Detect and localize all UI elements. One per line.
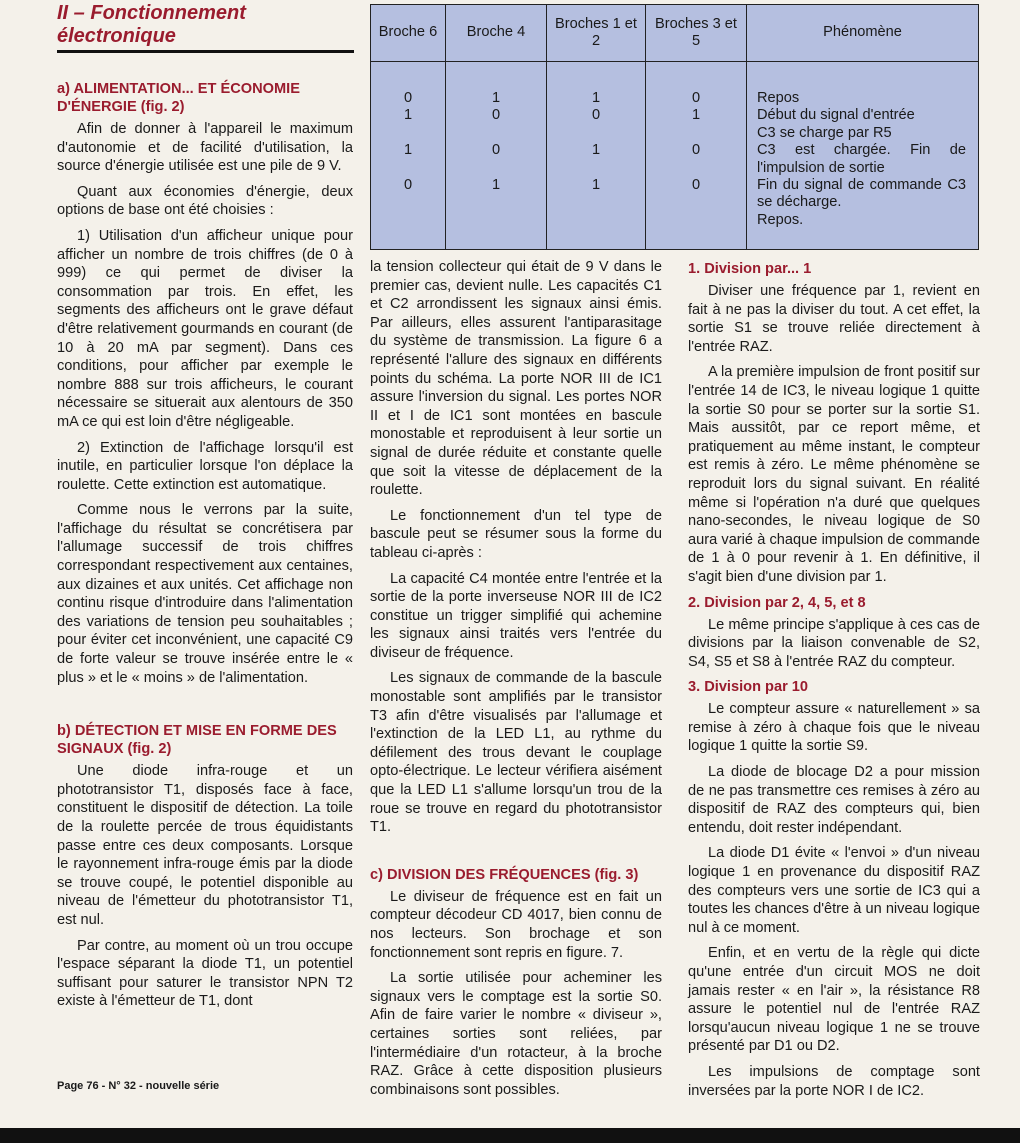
- bottom-edge: [0, 1128, 1020, 1143]
- paragraph: Comme nous le verrons par la suite, l'affichage du résultat se concrétisera par l'allumage successif de trois chiffres correspondant respectivement aux centaines, aux dizaines et aux unités. Cet affichage non continu risque d'introduire dans l'alimentation des variations de tension peu souhaitables ; pour éviter cet inconvénient, une capacité C9 de forte valeur se trouve insérée entre le « plus » et le « moins » de l'alimentation.: [57, 502, 353, 686]
- paragraph: La diode D1 évite « l'envoi » d'un niveau logique 1 en provenance du dispositif RAZ des compteurs vers une sortie de IC3 qui a toutes les chances d'être à un niveau logique nul à ce moment.: [688, 845, 980, 936]
- paragraph: Afin de donner à l'appareil le maximum d'autonomie et de facilité d'utilisation, la source d'énergie utilisée est une pile de 9 V.: [57, 121, 353, 175]
- paragraph: A la première impulsion de front positif sur l'entrée 14 de IC3, le niveau logique 1 quitte la sortie S0 pour se porter sur la sortie S1. Mais aussitôt, par ce report même, et pratiquement au même instant, le compteur est remis à zéro. Le même phénomène se reproduit lors du signal suivant. En réalité même si l'opération n'a duré que quelques nano-secondes, le niveau logique de S0 aura varié à chaque impulsion de commande de 1 à 0 pour revenir à 1. En définitive, il s'agit bien d'une division par 1.: [688, 364, 980, 585]
- right-column: [688, 260, 980, 1107]
- paragraph: Le même principe s'applique à ces cas de divisions par la liaison convenable de S2, S4, S5 et S8 à l'entrée RAZ du compteur.: [688, 616, 980, 670]
- paragraph: Par contre, au moment où un trou occupe l'espace séparant la diode T1, un potentiel suffisant pour saturer le transistor NPN T2 existe à l'émetteur de T1, dont: [57, 937, 353, 1010]
- paragraph: Diviser une fréquence par 1, revient en fait à ne pas la diviser du tout. A cet effet, la sortie S1 se trouve reliée directement à l'entrée RAZ.: [688, 283, 980, 355]
- paragraph: Le compteur assure « naturellement » sa remise à zéro à chaque fois que le niveau logique 1 quitte la sortie S9.: [688, 701, 980, 755]
- section-title: II – Fonctionnement électronique: [57, 2, 246, 47]
- paragraph: 1) Utilisation d'un afficheur unique pour afficher un nombre de trois chiffres (de 0 à 999) ce qui permet de diviser la consommation par trois. En effet, les segments des afficheurs ont le grave défaut d'être relativement gourmands en courant (de 10 à 20 mA par segment). Dans ces conditions, pour afficher par exemple le nombre 888 sur trois afficheurs, le courant nécessaire se situerait aux alentours de 350 mA ce qui est loin d'être négligeable.: [57, 227, 353, 430]
- paragraph: Les signaux de commande de la bascule monostable sont amplifiés par le transistor T3 afin d'être visualisés par l'allumage et l'extinction de la LED L1, au rythme du défilement des trous devant le couplage opto-électrique. Le lecteur vérifiera aisément que la LED L1 s'allume lorsqu'un trou de la roue se trouve en regard du phototransistor T1.: [370, 670, 662, 836]
- header-pin6: Broche 6: [371, 5, 446, 62]
- heading-division-2458: 2. Division par 2, 4, 5, et 8: [688, 594, 866, 611]
- cells-pin35: 0 1 0 0: [646, 62, 747, 250]
- heading-detection: b) DÉTECTION ET MISE EN FORME DES SIGNAUX (fig. 2): [57, 723, 337, 758]
- title-rule: [57, 50, 354, 53]
- paragraph: Enfin, et en vertu de la règle qui dicte qu'une entrée d'un circuit MOS ne doit jamais rester « en l'air », la résistance R8 assure le potentiel nul de l'entrée RAZ lorsqu'aucun niveau logique 1 ne se trouve présenté par D1 ou D2.: [688, 945, 980, 1055]
- paragraph: La diode de blocage D2 a pour mission de ne pas transmettre ces remises à zéro au dispositif de RAZ des compteurs qui, bien entendu, doit rester indépendant.: [688, 764, 980, 836]
- page-footer: Page 76 - N° 32 - nouvelle série: [57, 1080, 220, 1092]
- paragraph: La sortie utilisée pour acheminer les signaux vers le comptage est la sortie S0. Afin de faire varier le nombre « diviseur », certaines sorties sont reliées, par l'intermédiaire d'un rotacteur, à la broche RAZ. Grâce à cette disposition plusieurs combinaisons sont possibles.: [370, 970, 662, 1098]
- left-column: [57, 80, 353, 1018]
- monostable-truth-table: [370, 4, 979, 250]
- paragraph: Une diode infra-rouge et un phototransistor T1, disposés face à face, constituent le dispositif de détection. La toile de la roulette percée de trous équidistants passe entre ces deux composants. Lorsque le rayonnement infra-rouge émis par la diode se trouve coupé, le potentiel disponible au niveau de l'émetteur du phototransistor T1, est nul.: [57, 763, 353, 928]
- middle-column: [370, 258, 662, 1106]
- cells-pin12: 1 0 1 1: [547, 62, 646, 250]
- cells-pin4: 1 0 0 1: [446, 62, 547, 250]
- cells-phenomenon: Repos Début du signal d'entrée C3 se charge par R5 C3 est chargée. Fin de l'impulsion de sortie Fin du signal de commande C3 se décharge. Repos.: [757, 90, 966, 228]
- heading-division-10: 3. Division par 10: [688, 679, 809, 696]
- header-pin12: Broches 1 et 2: [547, 5, 646, 62]
- header-pin4: Broche 4: [446, 5, 547, 62]
- paragraph: Quant aux économies d'énergie, deux options de base ont été choisies :: [57, 183, 353, 219]
- paragraph: La capacité C4 montée entre l'entrée et la sortie de la porte inverseuse NOR III de IC2 constitue un trigger simplifié qui achemine les signaux ainsi traités vers l'entrée du diviseur de fréquence.: [370, 570, 662, 661]
- heading-division-1: 1. Division par... 1: [688, 261, 812, 277]
- paragraph: Le fonctionnement d'un tel type de bascule peut se résumer sous la forme du tableau ci-après :: [370, 507, 662, 561]
- heading-alimentation: a) ALIMENTATION... ET ÉCONOMIE D'ÉNERGIE (fig. 2): [57, 81, 300, 115]
- paragraph: 2) Extinction de l'affichage lorsqu'il est inutile, en particulier lorsque l'on déplace la roulette. Cette extinction est automatique.: [57, 439, 353, 493]
- paragraph: Les impulsions de comptage sont inversées par la porte NOR I de IC2.: [688, 1063, 980, 1099]
- paragraph: la tension collecteur qui était de 9 V dans le premier cas, devient nulle. Les capacités C1 et C2 arrondissent les signaux ainsi émis. Par ailleurs, elles assurent l'antiparasitage du système de transmission. La figure 6 a représenté l'allure des signaux en différents points du schéma. La porte NOR III de IC1 assure l'inversion du signal. Les portes NOR II et I de IC1 sont montées en bascule monostable et reproduisent à leur sortie un signal de durée réduite et constante quelle que soit la vitesse de déplacement de la roulette.: [370, 259, 662, 499]
- header-pin35: Broches 3 et 5: [646, 5, 747, 62]
- heading-division-frequences: c) DIVISION DES FRÉQUENCES (fig. 3): [370, 866, 639, 883]
- header-phenomenon: Phénomène: [747, 5, 979, 62]
- cells-pin6: 0 1 1 0: [371, 62, 446, 250]
- paragraph: Le diviseur de fréquence est en fait un compteur décodeur CD 4017, bien connu de nos lecteurs. Son brochage et son fonctionnement sont repris en figure. 7.: [370, 888, 662, 961]
